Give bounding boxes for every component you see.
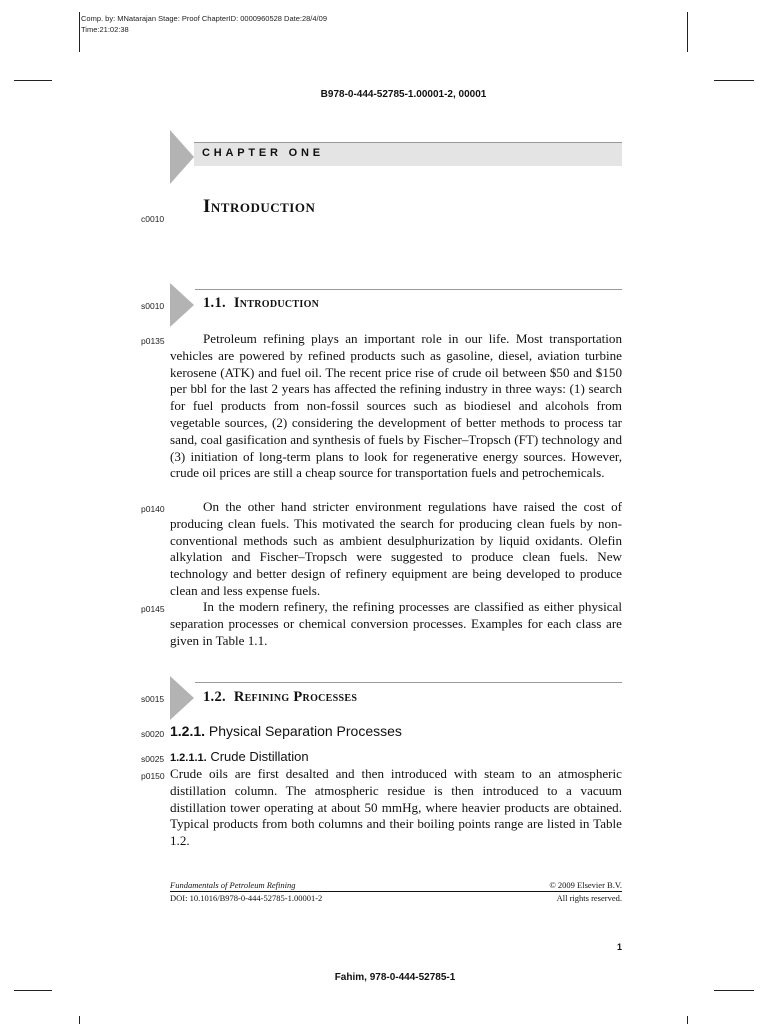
subsubsection-number: 1.2.1.1.	[170, 752, 207, 764]
subsubsection-tag: s0025	[141, 754, 165, 764]
crop-mark-bottom-left-vertical	[79, 1016, 80, 1024]
subsection-tag: s0020	[141, 729, 165, 739]
section-heading	[203, 689, 357, 706]
crop-mark-top-left-horizontal	[14, 80, 52, 81]
chapter-tag: c0010	[141, 214, 165, 224]
footer-doi: DOI: 10.1016/B978-0-444-52785-1.00001-2	[170, 893, 323, 903]
subsubsection-heading	[170, 749, 309, 764]
paragraph: In the modern refinery, the refining processes are classified as either physical separation processes or chemical conversion processes. Examples for each class are given in Table 1.1.	[170, 599, 622, 648]
section-title: Refining Processes	[233, 689, 358, 705]
section-arrow-icon	[170, 676, 196, 720]
paragraph: Crude oils are first desalted and then introduced with steam to an atmospheric distillation column. The atmospheric residue is then introduced to a vacuum distillation tower operating at about 50 mmHg, where heavier products are obtained. Typical products from both columns and their boiling points range are listed in Table 1.2.	[170, 766, 622, 849]
section-number: 1.2.	[203, 689, 226, 705]
section-tag: s0015	[141, 694, 165, 704]
section-rule	[195, 682, 622, 683]
paragraph: Petroleum refining plays an important role in our life. Most transportation vehicles are powered by refined products such as gasoline, diesel, aviation turbine kerosene (ATK) and fuel oil. The recent price rise of crude oil between $50 and $150 per bbl for the last 2 years has affected the refining industry in three ways: (1) search for fuel products from non-fossil sources such as biodiesel and alcohols from vegetable sources, (2) considering the development of better methods to process tar sand, coal gasification and synthesis of fuels by Fischer–Tropsch (FT) technology and (3) initiation of long-term plans to look for regenerative energy sources. However, crude oil prices are still a cheap source for transportation fuels and petrochemicals.	[170, 331, 622, 481]
bottom-id: Fahim, 978-0-444-52785-1	[334, 972, 456, 983]
footer-rights: All rights reserved.	[556, 893, 622, 903]
paragraph-tag: p0135	[141, 336, 165, 346]
footer-book-title: Fundamentals of Petroleum Refining	[170, 880, 296, 890]
section-number: 1.1.	[203, 295, 226, 311]
crop-mark-top-left-vertical	[79, 12, 80, 52]
section-heading	[203, 295, 319, 312]
proof-info-line-1: Comp. by: MNatarajan Stage: Proof ChapterID: 0000960528 Date:28/4/09	[81, 14, 327, 23]
paragraph: On the other hand stricter environment regulations have raised the cost of producing clean fuels. This motivated the search for producing clean fuels by non-conventional methods such as ambient desulphurization by liquid oxidants. Olefin alkylation and Fischer–Tropsch were suggested to produce clean fuels. New technology and better design of refinery equipment are being developed to produce clean and less expense fuels.	[170, 499, 622, 598]
crop-mark-bottom-right-vertical	[687, 1016, 688, 1024]
proof-info-line-2: Time:21:02:38	[81, 25, 129, 34]
subsection-heading	[170, 723, 402, 739]
section-tag: s0010	[141, 301, 165, 311]
section-arrow-icon	[170, 283, 196, 327]
chapter-title: Introduction	[203, 196, 316, 217]
section-rule	[195, 289, 622, 290]
section-title: Introduction	[233, 295, 320, 311]
document-id: B978-0-444-52785-1.00001-2, 00001	[320, 89, 487, 100]
crop-mark-bottom-left-horizontal	[14, 990, 52, 991]
page-number: 1	[616, 942, 622, 952]
subsubsection-title: Crude Distillation	[210, 749, 309, 764]
footer-rule	[170, 891, 622, 892]
paragraph-tag: p0140	[141, 504, 165, 514]
chapter-band	[170, 130, 622, 184]
proof-info	[81, 13, 327, 35]
subsection-number: 1.2.1.	[170, 723, 206, 739]
crop-mark-top-right-horizontal	[714, 80, 754, 81]
paragraph-tag: p0150	[141, 771, 165, 781]
chapter-label: CHAPTER ONE	[202, 147, 324, 159]
subsection-title: Physical Separation Processes	[208, 723, 402, 739]
crop-mark-bottom-right-horizontal	[714, 990, 754, 991]
paragraph-tag: p0145	[141, 604, 165, 614]
crop-mark-top-right-vertical	[687, 12, 688, 52]
footer-copyright: © 2009 Elsevier B.V.	[549, 880, 622, 890]
